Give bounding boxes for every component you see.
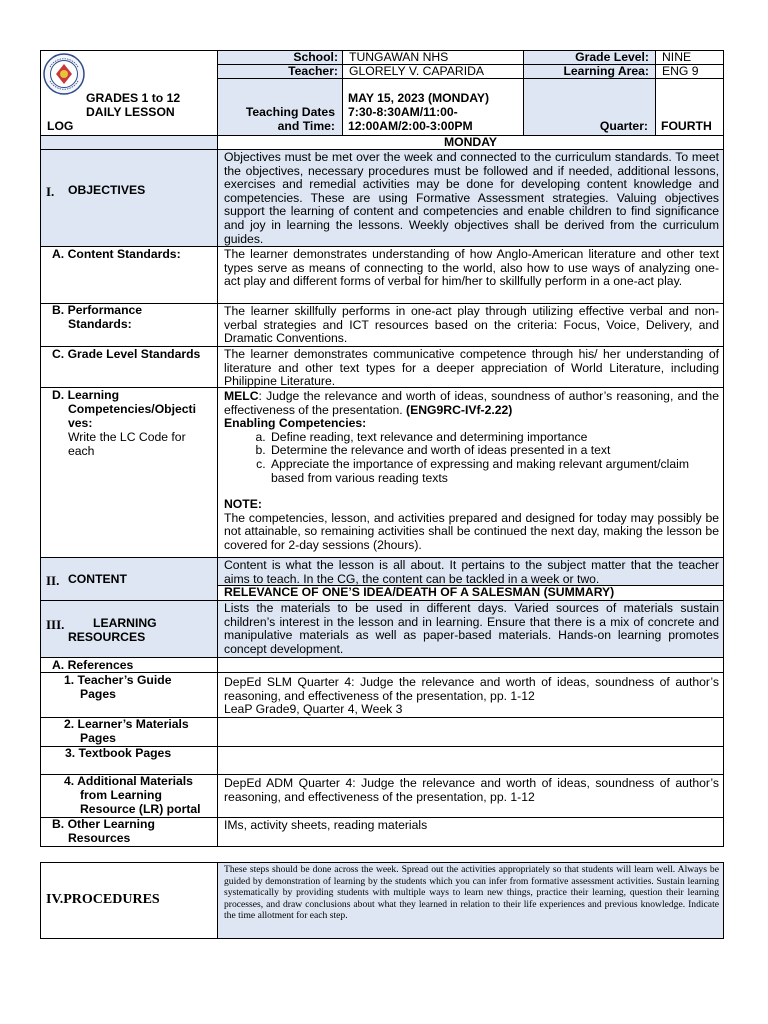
references-value — [217, 657, 724, 673]
teachers-guide-label-line1: 1. Teacher’s Guide — [64, 673, 172, 687]
performance-standards-text: The learner skillfully performs in one-act play through utilizing effective verbal and non-verbal strategies and ICT resources based on the criteria: Focus, Voice, Delivery, and Dramatic Conventions. — [217, 303, 724, 347]
dates-line1: MAY 15, 2023 (MONDAY) — [348, 91, 490, 105]
enabling-item: c. Appreciate the importance of expressing and making relevant argument/claim based from various reading texts — [269, 458, 719, 485]
dll-title-line1: GRADES 1 to 12 — [86, 91, 181, 105]
textbook-pages-value — [217, 746, 724, 775]
content-label-cell — [40, 557, 218, 601]
other-resources-label-line1: B. Other Learning — [52, 817, 155, 831]
dates-line3: 12:00AM/2:00-3:00PM — [348, 119, 473, 133]
objectives-text: Objectives must be met over the week and connected to the curriculum standards. To meet the objectives, necessary procedures must be followed and if needed, additional lessons, exercises and remedial activities may be done for developing content knowledge and competencies. These are using Formative Assessment strategies. Valuing objectives support the learning of content and competencies and enable children to find significance and joy in learning the lessons. Weekly objectives shall be derived from the curriculum guides. — [217, 149, 724, 247]
content-num: II. — [46, 573, 60, 588]
teachers-guide-text: DepEd SLM Quarter 4: Judge the relevance and worth of ideas, soundness of author’s reasoning, and effectiveness of the presentation, pp. 1-12 — [224, 675, 719, 703]
learning-area-label: Learning Area: — [523, 64, 656, 79]
dll-title-line2: DAILY LESSON — [86, 105, 175, 119]
additional-materials-label-line1: 4. Additional Materials — [64, 774, 193, 788]
teachers-guide-label-line2: Pages — [80, 687, 116, 701]
deped-seal-icon — [43, 53, 85, 95]
competencies-label-line3: ves: — [68, 416, 93, 430]
procedures-label: IV.PROCEDURES — [46, 892, 160, 907]
enabling-item: b. Determine the relevance and worth of ideas presented in a text — [269, 444, 719, 458]
melc-text: : Judge the relevance and worth of ideas, soundness of author’s reasoning, and the effectiveness of the presentation. — [224, 389, 719, 417]
learning-resources-label-line2: RESOURCES — [68, 630, 146, 644]
content-text: Content is what the lesson is all about. It pertains to the subject matter that the teacher aims to teach. In the CG, the content can be tackled in a week or two. — [217, 557, 724, 586]
content-label: CONTENT — [68, 572, 127, 586]
teachers-guide-cell — [217, 672, 724, 718]
content-topic: RELEVANCE OF ONE’S IDEA/DEATH OF A SALESMAN (SUMMARY) — [217, 585, 724, 601]
school-label: School: — [217, 50, 343, 65]
additional-materials-label-line2: from Learning — [80, 788, 162, 802]
textbook-pages-label: 3. Textbook Pages — [40, 746, 218, 775]
melc-label: MELC — [224, 389, 259, 403]
other-resources-label-line2: Resources — [68, 831, 131, 845]
enabling-label: Enabling Competencies: — [224, 416, 367, 431]
quarter-label: Quarter: — [599, 119, 648, 133]
learning-resources-label-line1: LEARNING — [93, 616, 157, 630]
teacher-label: Teacher: — [217, 64, 343, 79]
other-resources-text: IMs, activity sheets, reading materials — [217, 817, 724, 847]
objectives-label-cell — [40, 149, 218, 247]
dll-title-line3: LOG — [47, 119, 74, 133]
dates-label-line1: Teaching Dates — [245, 105, 335, 119]
dates-label-line2: and Time: — [277, 119, 335, 133]
references-label: A. References — [40, 657, 218, 673]
teacher-value: GLORELY V. CAPARIDA — [342, 64, 524, 79]
objectives-num: I. — [46, 184, 55, 199]
content-standards-text: The learner demonstrates understanding of how Anglo-American literature and other text types serve as means of connecting to the world, also how to use ways of analyzing one-act play and different forms of verbal for him/her to skillfully perform in a one-act play. — [217, 246, 724, 304]
enabling-list — [224, 431, 719, 485]
competencies-cell — [217, 387, 724, 558]
grade-level-standards-label: C. Grade Level Standards — [40, 346, 218, 388]
additional-materials-label-line3: Resource (LR) portal — [80, 802, 201, 816]
grade-level-standards-text: The learner demonstrates communicative competence through his/ her understanding of literature and other text types for a deeper appreciation of World Literature, including Philippine Literature. — [217, 346, 724, 388]
performance-standards-label-line1: B. Performance — [52, 303, 143, 317]
day-header-left — [40, 135, 218, 150]
teachers-guide-text2: LeaP Grade9, Quarter 4, Week 3 — [224, 702, 403, 717]
learners-materials-value — [217, 717, 724, 747]
competencies-label-line2: Competencies/Objecti — [68, 402, 197, 416]
learning-area-value: ENG 9 — [655, 64, 724, 79]
learning-resources-text: Lists the materials to be used in different days. Varied sources of materials sustain children’s interest in the lesson and in learning. Ensure that there is a mix of concrete and manipulative materials as well as paper-based materials. Hands-on learning promotes concept development. — [217, 600, 724, 658]
learners-materials-label-line1: 2. Learner’s Materials — [64, 717, 189, 731]
grade-level-value: NINE — [655, 50, 724, 65]
competencies-label-line4: Write the LC Code for — [68, 430, 186, 444]
melc-code: (ENG9RC-IVf-2.22) — [406, 402, 513, 417]
quarter-value: FOURTH — [661, 119, 712, 133]
day-header: MONDAY — [217, 135, 724, 150]
learners-materials-label-line2: Pages — [80, 731, 116, 745]
enabling-item: a. Define reading, text relevance and determining importance — [269, 431, 719, 445]
content-standards-label: A. Content Standards: — [40, 246, 218, 304]
objectives-label: OBJECTIVES — [68, 183, 146, 197]
procedures-text: These steps should be done across the week. Spread out the activities appropriately so that students will learn well. Always be guided by demonstration of learning by the students which you can infer from formative assessment activities. Sustain learning systematically by providing students with multiple ways to learn new things, practice their learning, question their learning processes, and draw conclusions about what they learned in relation to their life experiences and previous knowledge. Indicate the time allotment for each step. — [217, 862, 724, 939]
dates-line2: 7:30-8:30AM/11:00- — [348, 105, 458, 119]
school-value: TUNGAWAN NHS — [342, 50, 524, 65]
additional-materials-text: DepEd ADM Quarter 4: Judge the relevance and worth of ideas, soundness of author’s reasoning, and effectiveness of the presentation, pp. 1-12 — [217, 774, 724, 818]
note-text: The competencies, lesson, and activities prepared and designed for today may possibly be not attainable, so remaining activities shall be continued the next day, making the lesson be covered for 2-day sessions (2hours). — [224, 510, 719, 552]
competencies-label-line1: D. Learning — [52, 388, 120, 402]
performance-standards-label-line2: Standards: — [68, 317, 132, 331]
learning-resources-num: III. — [46, 617, 65, 632]
melc-line — [224, 390, 719, 417]
note-label: NOTE: — [224, 497, 262, 512]
competencies-label-line5: each — [68, 444, 95, 458]
grade-level-label: Grade Level: — [523, 50, 656, 65]
